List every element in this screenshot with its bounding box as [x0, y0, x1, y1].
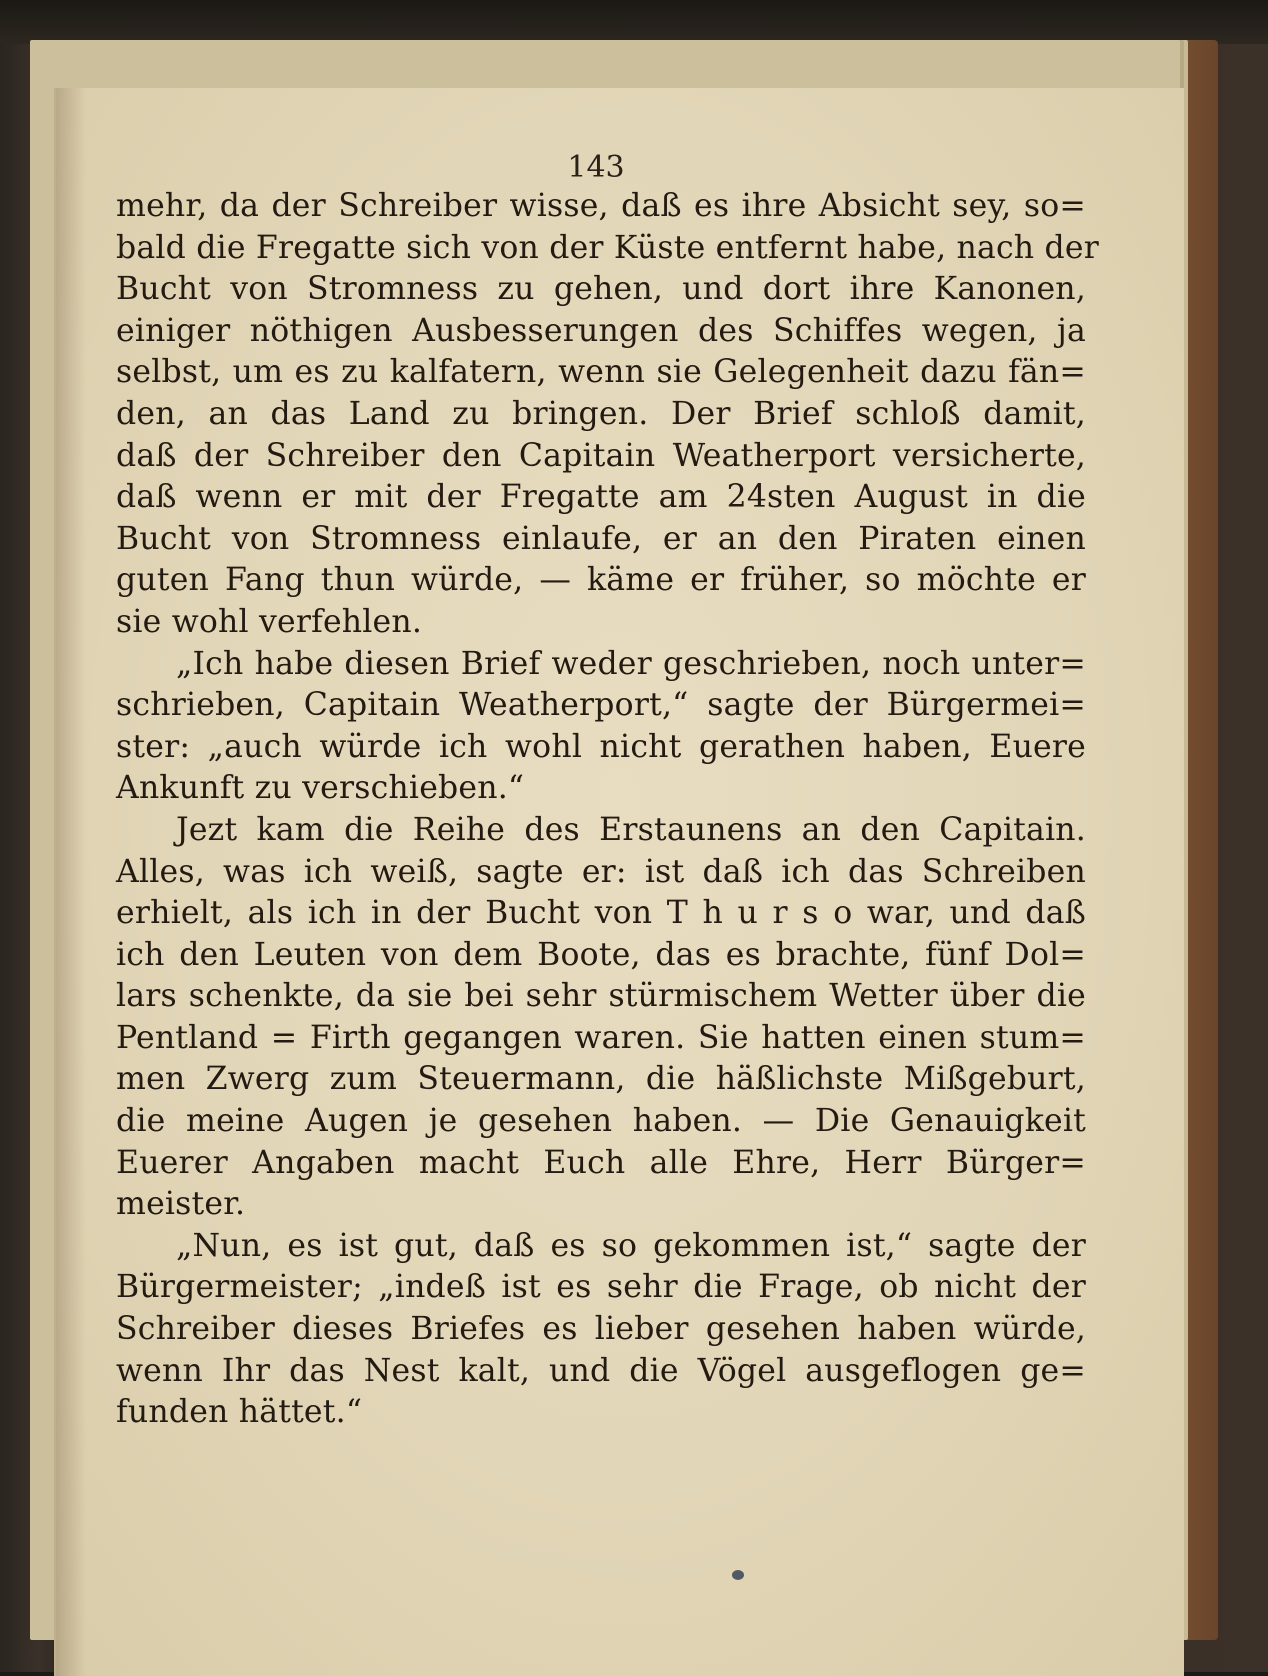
text-line: ich den Leuten von dem Boote, das es brachte, fünf Dol= — [116, 936, 1086, 973]
text-line: funden hättet.“ — [116, 1394, 363, 1431]
text-line: den, an das Land zu bringen. Der Brief schloß damit, — [116, 395, 1086, 432]
text-line: Bucht von Stromness zu gehen, und dort ihre Kanonen, — [116, 271, 1086, 308]
text-line: schrieben, Capitain Weatherport,“ sagte der Bürgermei= — [116, 687, 1086, 724]
text-line: ster: „auch würde ich wohl nicht gerathen haben, Euere — [116, 728, 1086, 765]
text-line: einiger nöthigen Ausbesserungen des Schiffes wegen, ja — [116, 312, 1086, 349]
text-line: „Ich habe diesen Brief weder geschrieben, noch unter= — [176, 645, 1086, 682]
text-line: Jezt kam die Reihe des Erstaunens an den Capitain. — [176, 811, 1086, 848]
text-line: mehr, da der Schreiber wisse, daß es ihre Absicht sey, so= — [116, 188, 1086, 224]
paragraph — [116, 644, 1086, 810]
text-line: erhielt, als ich in der Bucht von T h u r s o war, und daß — [116, 895, 1086, 932]
text-line: die meine Augen je gesehen haben. — Die Genauigkeit — [116, 1103, 1086, 1140]
text-line: Bucht von Stromness einlaufe, er an den Piraten einen — [116, 520, 1086, 557]
paragraph — [116, 186, 1099, 644]
text-line: guten Fang thun würde, — käme er früher, so möchte er — [116, 562, 1086, 599]
page-stack — [30, 40, 1180, 1640]
text-line: daß der Schreiber den Capitain Weatherport versicherte, — [116, 437, 1086, 474]
text-line: meister. — [116, 1186, 246, 1223]
text-line: Pentland = Firth gegangen waren. Sie hatten einen stum= — [116, 1019, 1086, 1056]
text-line: Ankunft zu verschieben.“ — [116, 770, 525, 807]
ink-spot — [732, 1570, 744, 1580]
paragraph — [116, 1226, 1086, 1434]
text-line: wenn Ihr das Nest kalt, und die Vögel ausgeflogen ge= — [116, 1352, 1086, 1389]
text-line: „Nun, es ist gut, daß es so gekommen ist,“ sagte der — [176, 1227, 1086, 1264]
text-line: lars schenkte, da sie bei sehr stürmischem Wetter über die — [116, 978, 1086, 1015]
text-line: Schreiber dieses Briefes es lieber gesehen haben würde, — [116, 1311, 1086, 1348]
text-line: selbst, um es zu kalfatern, wenn sie Gelegenheit dazu fän= — [116, 354, 1086, 391]
text-line: Euerer Angaben macht Euch alle Ehre, Herr Bürger= — [116, 1144, 1086, 1181]
text-line: Bürgermeister; „indeß ist es sehr die Frage, ob nicht der — [116, 1269, 1086, 1306]
gutter-shadow — [56, 88, 86, 1676]
cover-top-edge — [0, 0, 1268, 44]
text-line: men Zwerg zum Steuermann, die häßlichste Mißgeburt, — [116, 1061, 1086, 1098]
page-text — [116, 186, 1099, 1434]
text-line: sie wohl verfehlen. — [116, 603, 423, 640]
page-number: 143 — [567, 150, 625, 185]
paragraph — [116, 810, 1086, 1226]
text-line: Alles, was ich weiß, sagte er: ist daß ich das Schreiben — [116, 853, 1086, 890]
text-line: bald die Fregatte sich von der Küste entfernt habe, nach der — [116, 229, 1099, 266]
text-line: daß wenn er mit der Fregatte am 24sten August in die — [116, 479, 1086, 516]
book-page — [54, 88, 1184, 1676]
